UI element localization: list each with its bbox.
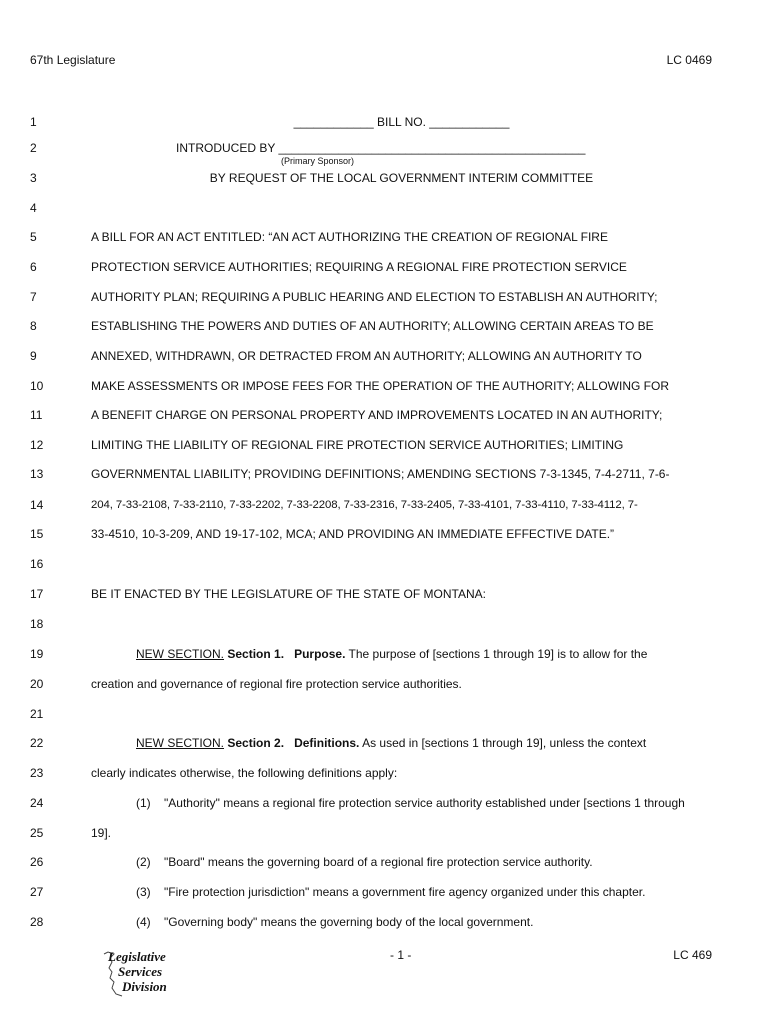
legislative-services-logo [100,948,190,1000]
line-number: 2 [30,141,37,155]
definition-number: (3) [136,885,151,899]
line-number: 1 [30,115,37,129]
definition-text: "Fire protection jurisdiction" means a government fire agency organized under this chapter. [164,885,646,899]
line-number: 22 [30,736,44,750]
section-body: clearly indicates otherwise, the following definitions apply: [91,766,398,780]
line-number: 17 [30,587,44,601]
section-number: Section 2. [227,736,285,750]
section-2-heading [91,735,712,751]
logo-line-1: Legislative [108,949,166,964]
section-body: The purpose of [sections 1 through 19] is to allow for the [348,647,648,661]
line-number: 26 [30,855,44,869]
line-number: 9 [30,349,37,363]
title-text: GOVERNMENTAL LIABILITY; PROVIDING DEFINITIONS; AMENDING SECTIONS 7-3-1345, 7-4-2711, 7-6- [91,467,670,481]
by-request-line: BY REQUEST OF THE LOCAL GOVERNMENT INTERIM COMMITTEE [209,171,594,185]
line-number: 13 [30,467,44,481]
new-section-label: NEW SECTION. [136,647,225,661]
line-number: 18 [30,617,44,631]
line-number: 28 [30,915,44,929]
bill-number-line: ____________ BILL NO. ____________ [293,115,510,129]
footer-lc-number: LC 469 [673,948,712,962]
title-text: PROTECTION SERVICE AUTHORITIES; REQUIRING A REGIONAL FIRE PROTECTION SERVICE [91,260,627,274]
line-number: 25 [30,826,44,840]
enacting-clause: BE IT ENACTED BY THE LEGISLATURE OF THE STATE OF MONTANA: [91,587,486,601]
page-number: - 1 - [390,948,412,962]
title-text: LIMITING THE LIABILITY OF REGIONAL FIRE PROTECTION SERVICE AUTHORITIES; LIMITING [91,438,624,452]
section-title: Purpose. [294,647,346,661]
title-text: ANNEXED, WITHDRAWN, OR DETRACTED FROM AN AUTHORITY; ALLOWING AN AUTHORITY TO [91,349,642,363]
definition-4 [136,914,712,930]
line-number: 12 [30,438,44,452]
line-number: 19 [30,647,44,661]
definition-number: (2) [136,855,151,869]
title-text: 33-4510, 10-3-209, AND 19-17-102, MCA; AND PROVIDING AN IMMEDIATE EFFECTIVE DATE.” [91,527,615,541]
definition-text: "Authority" means a regional fire protection service authority established under [sections 1 through [164,796,685,810]
logo-line-3: Division [122,979,167,994]
title-text: A BILL FOR AN ACT ENTITLED: “AN ACT AUTHORIZING THE CREATION OF REGIONAL FIRE [91,230,608,244]
primary-sponsor-caption: (Primary Sponsor) [281,156,355,166]
line-number: 10 [30,379,44,393]
line-number: 15 [30,527,44,541]
line-number: 4 [30,201,37,215]
title-text: 204, 7-33-2108, 7-33-2110, 7-33-2202, 7-33-2208, 7-33-2316, 7-33-2405, 7-33-4101, 7-33-4110, 7-33-4112, 7- [91,499,638,511]
title-text: A BENEFIT CHARGE ON PERSONAL PROPERTY AND IMPROVEMENTS LOCATED IN AN AUTHORITY; [91,408,663,422]
section-body: creation and governance of regional fire protection service authorities. [91,677,462,691]
section-title: Definitions. [294,736,360,750]
line-number: 7 [30,290,37,304]
section-body: As used in [sections 1 through 19], unless the context [362,736,647,750]
definition-text: "Board" means the governing board of a regional fire protection service authority. [164,855,593,869]
line-number: 20 [30,677,44,691]
definition-2 [136,854,712,870]
line-number: 16 [30,557,44,571]
definition-3 [136,884,712,900]
introduced-by-line: INTRODUCED BY ______________________________________________ [176,141,586,155]
line-number: 21 [30,707,44,721]
section-1-heading [91,646,712,662]
new-section-label: NEW SECTION. [136,736,225,750]
line-number: 24 [30,796,44,810]
definition-continuation: 19]. [91,826,112,840]
line-number: 3 [30,171,37,185]
line-number: 27 [30,885,44,899]
line-number: 8 [30,319,37,333]
line-number: 5 [30,230,37,244]
line-number: 23 [30,766,44,780]
header-lc-number: LC 0469 [666,53,712,67]
logo-line-2: Services [118,964,163,979]
line-number: 14 [30,498,44,512]
line-number: 6 [30,260,37,274]
title-text: ESTABLISHING THE POWERS AND DUTIES OF AN AUTHORITY; ALLOWING CERTAIN AREAS TO BE [91,319,654,333]
definition-1 [136,795,712,811]
header-legislature: 67th Legislature [30,53,116,67]
definition-number: (4) [136,915,151,929]
title-text: AUTHORITY PLAN; REQUIRING A PUBLIC HEARING AND ELECTION TO ESTABLISH AN AUTHORITY; [91,290,658,304]
definition-number: (1) [136,796,151,810]
definition-text: "Governing body" means the governing body of the local government. [164,915,534,929]
line-number: 11 [30,408,43,422]
title-text: MAKE ASSESSMENTS OR IMPOSE FEES FOR THE OPERATION OF THE AUTHORITY; ALLOWING FOR [91,379,669,393]
section-number: Section 1. [227,647,285,661]
